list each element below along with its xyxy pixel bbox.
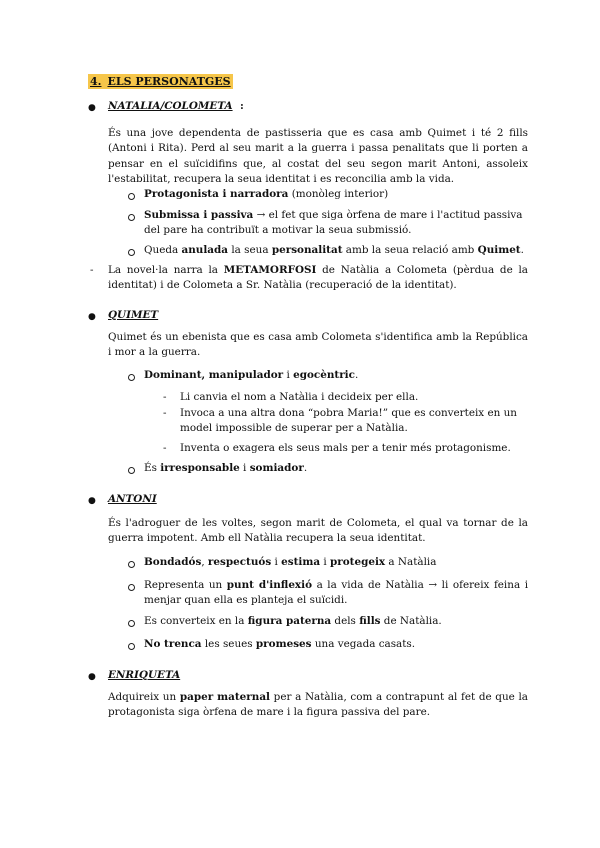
arrow-icon: → bbox=[428, 579, 438, 591]
quimet-trait: Dominant, manipulador i egocèntric. bbox=[144, 369, 359, 381]
character-name-quimet: QUIMET bbox=[108, 309, 159, 321]
circle-bullet-icon bbox=[128, 374, 135, 381]
antoni-point-1: Bondadós, respectuós i estima i protegeix a Natàlia bbox=[144, 556, 437, 568]
antoni-description: És l'adroguer de les voltes, segon marit de Colometa, el qual va tornar de la guerra impotent. Amb ell Natàlia recupera la seua identitat. bbox=[108, 517, 528, 545]
antoni-point-4: No trenca les seues promeses una vegada casats. bbox=[144, 638, 416, 650]
quimet-point-2: És irresponsable i somiador. bbox=[144, 462, 308, 474]
colon: : bbox=[240, 100, 244, 112]
bullet-icon: ● bbox=[88, 103, 96, 113]
circle-bullet-icon bbox=[128, 249, 135, 256]
antoni-point-3: Es converteix en la figura paterna dels fills de Natàlia. bbox=[144, 615, 442, 627]
quimet-description: Quimet és un ebenista que es casa amb Colometa s'identifica amb la República i mor a la guerra. bbox=[108, 331, 528, 359]
bullet-icon: ● bbox=[88, 672, 96, 682]
dash-bullet: - bbox=[90, 264, 94, 276]
quimet-sub-3: Inventa o exagera els seus mals per a tenir més protagonisme. bbox=[180, 442, 511, 454]
dash-bullet: - bbox=[163, 442, 167, 454]
natalia-point-1: Protagonista i narradora (monòleg interior) bbox=[144, 188, 389, 200]
dash-bullet: - bbox=[163, 391, 167, 403]
enriqueta-description: Adquireix un paper maternal per a Natàlia, com a contrapunt al fet de que la protagonista siga òrfena de mare i la figura passiva del pare. bbox=[108, 691, 528, 719]
natalia-point-2: Submissa i passiva → el fet que siga òrfena de mare i l'actitud passiva del pare ha contribuït a motivar la seua submissió. bbox=[144, 209, 523, 237]
section-heading bbox=[88, 74, 233, 89]
bullet-icon: ● bbox=[88, 312, 96, 322]
circle-bullet-icon bbox=[128, 584, 135, 591]
circle-bullet-icon bbox=[128, 561, 135, 568]
quimet-sub-2: Invoca a una altra dona “pobra Maria!” que es converteix en un model impossible de superar per a Natàlia. bbox=[180, 407, 517, 435]
circle-bullet-icon bbox=[128, 193, 135, 200]
character-name-natalia: NATALIA/COLOMETA bbox=[108, 100, 233, 112]
dash-bullet: - bbox=[163, 407, 167, 419]
circle-bullet-icon bbox=[128, 214, 135, 221]
natalia-point-3: Queda anulada la seua personalitat amb la seua relació amb Quimet. bbox=[144, 244, 524, 256]
character-name-antoni: ANTONI bbox=[108, 493, 157, 505]
natalia-metamorfosi: La novel·la narra la METAMORFOSI de Natàlia a Colometa (pèrdua de la identitat) i de Colometa a Sr. Natàlia (recuperació de la identitat). bbox=[108, 264, 529, 292]
circle-bullet-icon bbox=[128, 620, 135, 627]
quimet-sub-1: Li canvia el nom a Natàlia i decideix per ella. bbox=[180, 391, 419, 403]
circle-bullet-icon bbox=[128, 467, 135, 474]
antoni-point-2: Representa un punt d'inflexió a la vida de Natàlia → li ofereix feina i menjar quan ella es planteja el suïcidi. bbox=[144, 579, 529, 607]
arrow-icon: → bbox=[256, 209, 266, 221]
section-title: ELS PERSONATGES bbox=[107, 75, 231, 88]
character-name-enriqueta: ENRIQUETA bbox=[108, 669, 181, 681]
section-number: 4. bbox=[90, 75, 102, 88]
circle-bullet-icon bbox=[128, 643, 135, 650]
bullet-icon: ● bbox=[88, 496, 96, 506]
natalia-description: És una jove dependenta de pastisseria que es casa amb Quimet i té 2 fills (Antoni i Rita). Perd al seu marit a la guerra i passa penalitats que li porten a pensar en el suïcidifins que, al costat del seu segon marit Antoni, assoleix l'estabilitat, recupera la seua identitat i es reconcilia amb la vida. bbox=[108, 127, 528, 185]
